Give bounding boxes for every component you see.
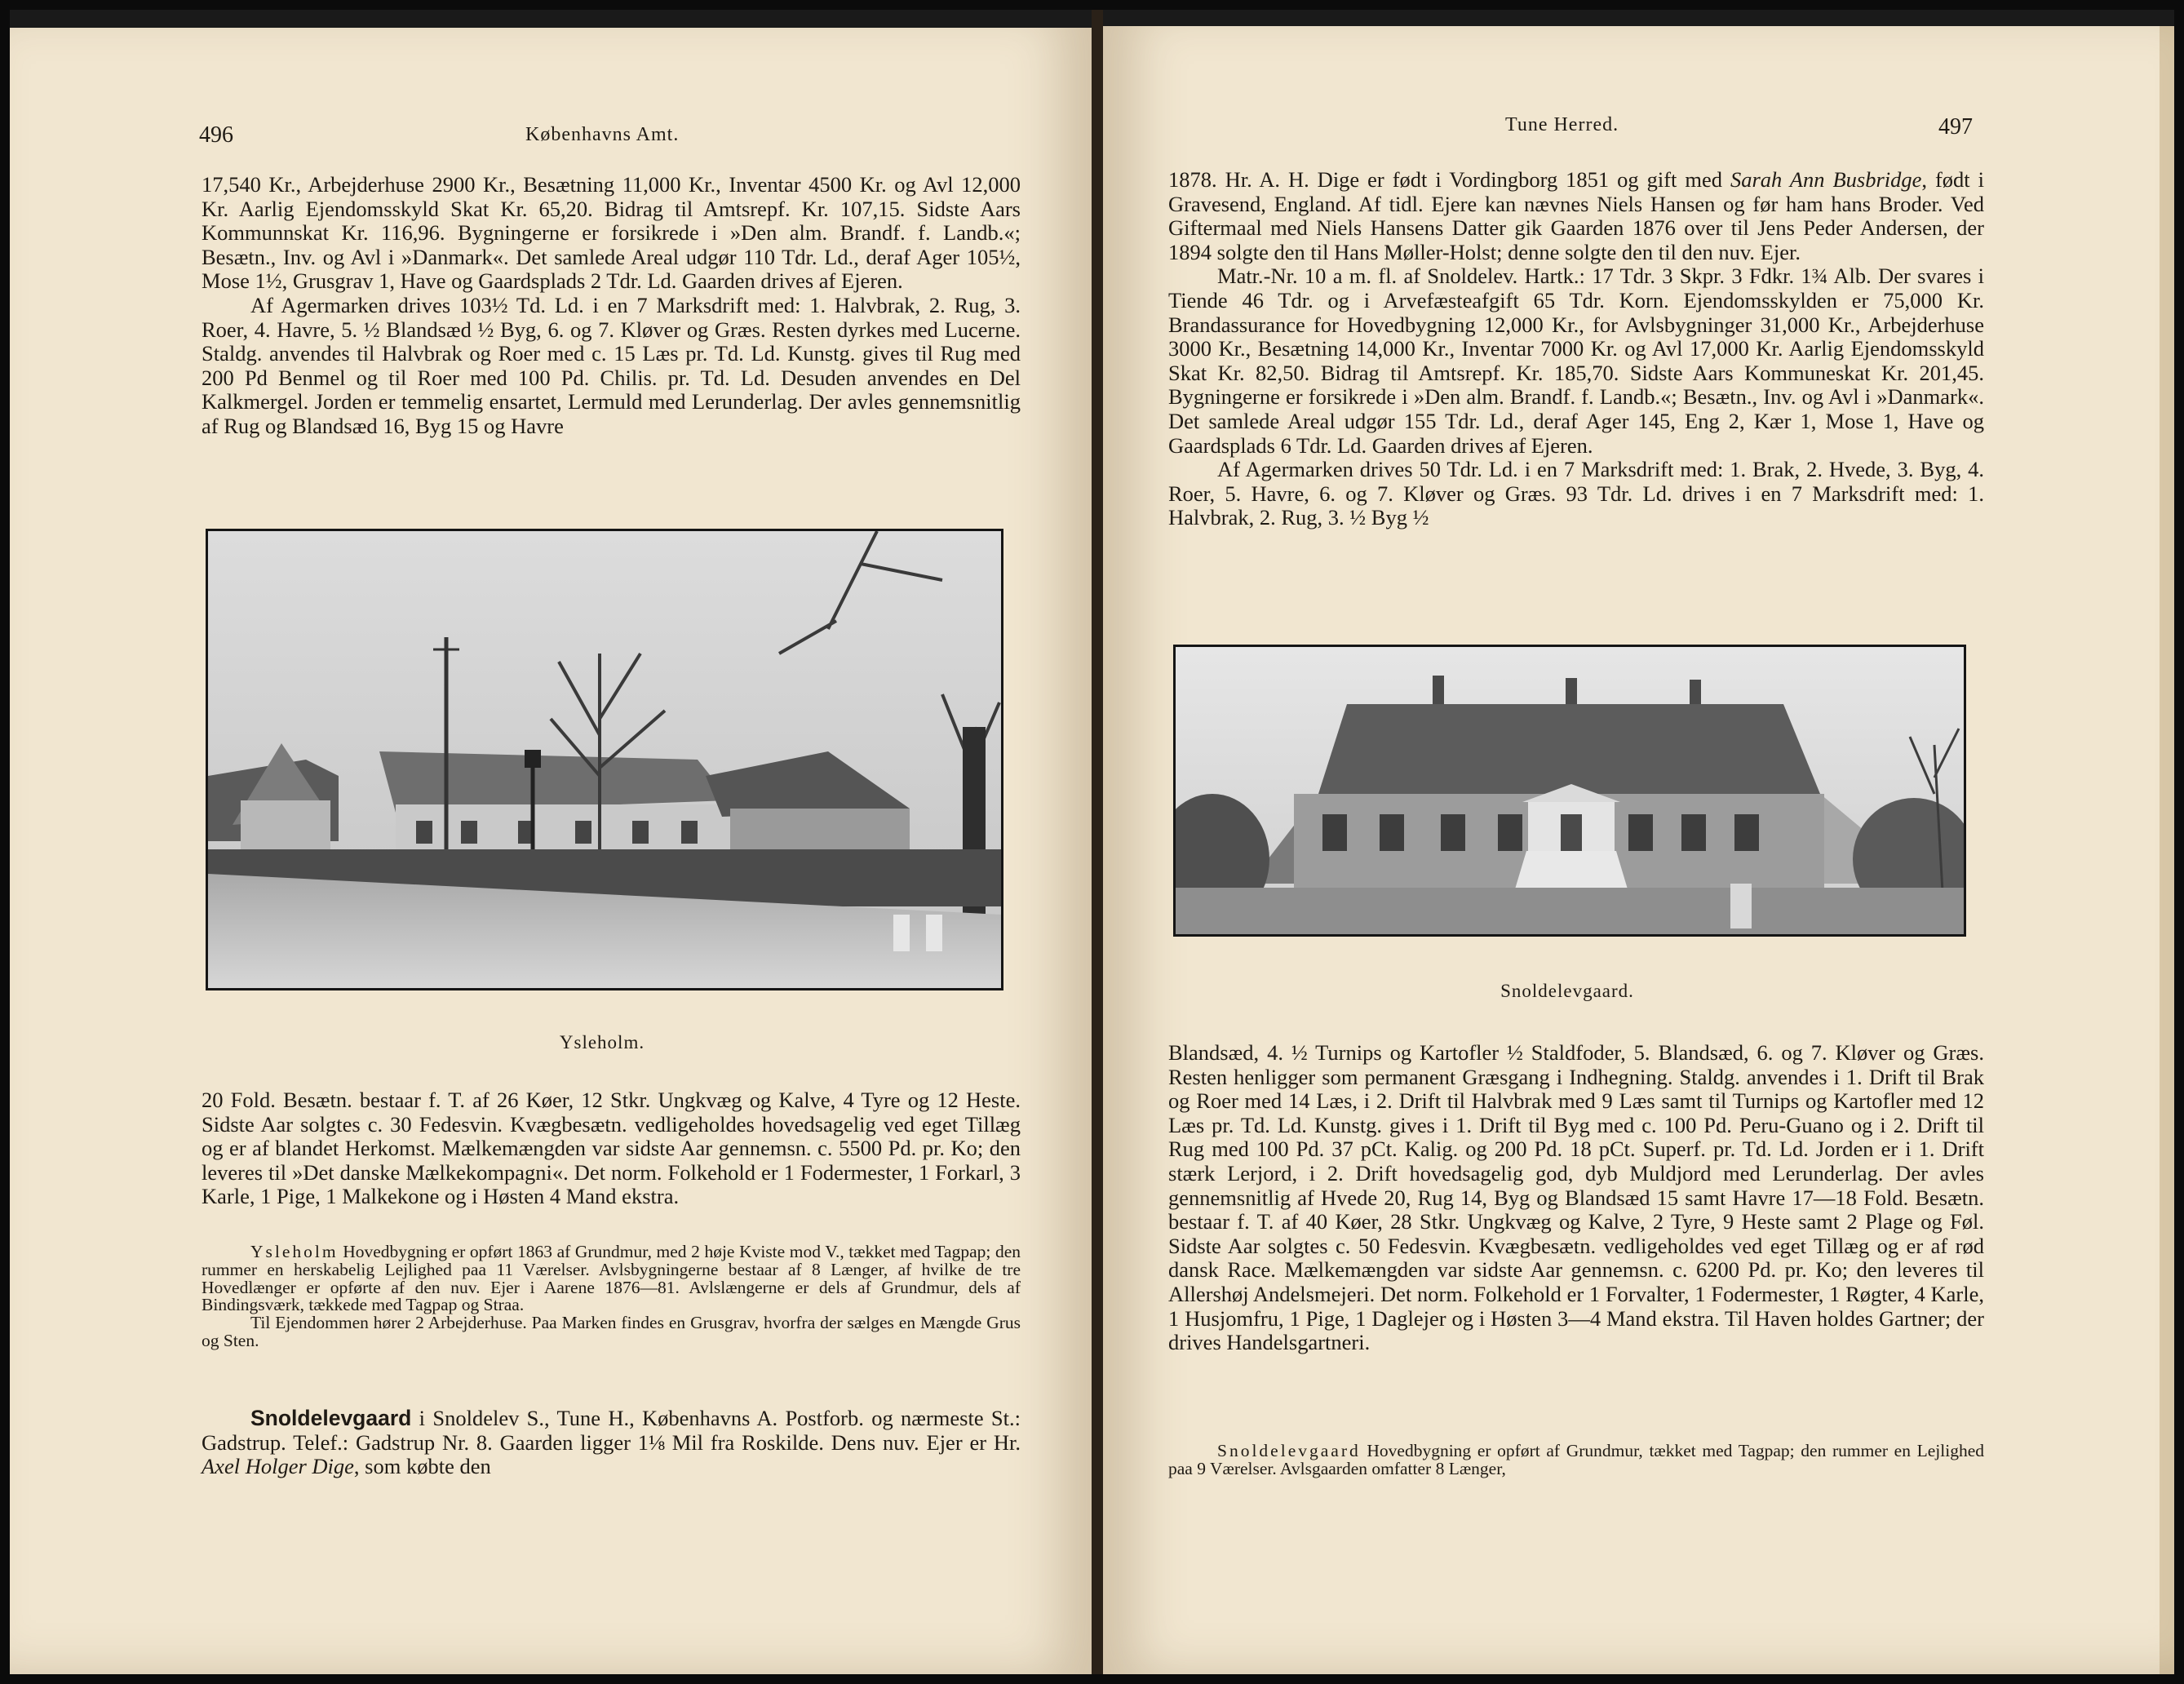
wife-name: Sarah Ann Busbridge	[1730, 167, 1922, 192]
paragraph: 20 Fold. Besætn. bestaar f. T. af 26 Køer, 12 Stkr. Ungkvæg og Kalve, 4 Tyre og 12 Heste. Sidste Aar solgtes c. 30 Fedesvin. Kvægbesætn. vedligeholdes hovedsagelig ved eget Tillæg og er af blandet Herkomst. Mælkemængden var sidste Aar gennemsn. c. 5500 Pd. pr. Ko; den leveres til »Det danske Mælkekompagni«. Det norm. Folkehold er 1 Fodermester, 1 Forkarl, 3 Karle, 1 Pige, 1 Malkekone og i Høsten 4 Mand ekstra.	[202, 1088, 1021, 1209]
running-head-left: Københavns Amt.	[525, 124, 680, 145]
running-head-right: Tune Herred.	[1505, 114, 1619, 135]
paragraph: Matr.-Nr. 10 a m. fl. af Snoldelev. Hartk.: 17 Tdr. 3 Skpr. 3 Fdkr. 1¾ Alb. Der svares i Tiende 46 Tdr. og i Arvefæsteafgift 65 Tdr. Korn. Ejendomsskylden er 75,000 Kr. Brandassurance for Hovedbygning 12,000 Kr., for Avlsbygninger 31,000 Kr., Arbejderhuse 3000 Kr., Besætning 14,000 Kr., Inventar 7000 Kr. og Avl 17,000 Kr. Aarlig Ejendomsskyld Skat Kr. 82,50. Bidrag til Amtsrepf. Kr. 185,70. Sidste Aars Kommuneskat Kr. 201,45. Bygningerne er forsikrede i »Den alm. Brandf. f. Landb.«; Besætn., Inv. og Avl i »Danmark«. Det samlede Areal udgør 155 Tdr. Ld., deraf Ager 145, Eng 2, Kær 1, Mose 1, Have og Gaardsplads 6 Tdr. Ld. Gaarden drives af Ejeren.	[1168, 264, 1984, 458]
paragraph: , født i Gravesend, England. Af tidl. Ejere kan nævnes Niels Hansen og før ham hans Broder. Ved Giftermaal med Niels Hansens Datter gik Gaarden 1876 over til Jens Peder Andersen, der 1894 solgte den til Hans Møller-Holst; denne solgte den til den nuv. Ejer.	[1168, 167, 1984, 264]
page-number-right: 497	[1938, 114, 1973, 140]
entry-text: i Snoldelev S., Tune H., Københavns A. Postforb. og nærmeste St.: Gadstrup. Telef.: Gadstrup Nr. 8. Gaarden ligger 1⅛ Mil fra Roskilde. Dens nuv. Ejer er Hr.	[202, 1406, 1021, 1455]
paragraph: Af Agermarken drives 103½ Td. Ld. i en 7 Marksdrift med: 1. Halvbrak, 2. Rug, 3. Roer, 4. Havre, 5. ½ Blandsæd ½ Byg, 6. og 7. Kløver og Græs. Resten dyrkes med Lucerne. Staldg. anvendes til Halvbrak og Roer med c. 15 Læs pr. Td. Ld. Kunstg. gives til Rug med 200 Pd Benmel og til Roer med 100 Pd. Chilis. pr. Td. Ld. Desuden anvendes en Del Kalkmergel. Jorden er temmelig ensartet, Lermuld med Lerunderlag. Der avles gennemsnitlig af Rug og Blandsæd 16, Byg 15 og Havre	[202, 292, 1021, 438]
left-page	[10, 10, 1092, 1674]
paragraph: Blandsæd, 4. ½ Turnips og Kartofler ½ Staldfoder, 5. Blandsæd, 6. og 7. Kløver og Græs. Resten henligger som permanent Græsgang i Indhegning. Staldg. anvendes i 1. Drift til Brak og Roer med 14 Læs, i 2. Drift til Halvbrak med 9 Læs samt til Turnips og Kartofler med 12 Læs pr. Td. Ld. Kunstg. gives i 1. Drift til Byg med c. 100 Pd. Peru-Guano og i 2. Drift til Rug med 100 Pd. 37 pCt. Kalig. og 200 Pd. 18 pCt. Superf. pr. Td. Ld. Jorden er i 1. Drift stærk Lerjord, i 2. Drift hovedsagelig god, dyb Muldjord med Lerunderlag. Der avles gennemsnitlig af Hvede 20, Rug 14, Byg og Blandsæd 15 samt Havre 17—18 Fold. Besætn. bestaar f. T. af 40 Køer, 28 Stkr. Ungkvæg og Kalve, 2 Tyre, 9 Heste samt 2 Plage og Føl. Sidste Aar solgtes c. 50 Fedesvin. Kvægbesætn. vedligeholdes ved eget Tillæg og er af rød dansk Race. Mælkemængden var sidste Aar gennemsn. c. 6200 Pd. pr. Ko; den leveres til Allershøj Andelsmejeri. Det norm. Folkehold er 1 Forvalter, 1 Fodermester, 1 Røgter, 4 Karle, 1 Husjomfru, 1 Pige, 1 Daglejer og i Høsten 3—4 Mand ekstra. Til Haven holdes Gartner; der drives Handelsgartneri.	[1168, 1040, 1984, 1355]
scan-edge-top	[10, 10, 1092, 28]
photo-snoldelevgaard	[1173, 645, 1966, 937]
book-gutter	[1092, 10, 1103, 1674]
owner-name: Axel Holger Dige	[202, 1454, 354, 1479]
estate-name-spaced: Ysleholm	[250, 1242, 339, 1261]
small-print-left	[202, 1243, 1021, 1350]
photo-caption-snoldelevgaard: Snoldelevgaard.	[1500, 981, 1634, 1001]
text-block-top-right	[1168, 168, 1984, 530]
paragraph: Af Agermarken drives 50 Tdr. Ld. i en 7 Marksdrift med: 1. Brak, 2. Hvede, 3. Byg, 4. Roer, 5. Havre, 6. og 7. Kløver og Græs. 93 Tdr. Ld. drives i en 7 Marksdrift med: 1. Halvbrak, 2. Rug, 3. ½ Byg ½	[1168, 457, 1984, 530]
photo-snoldelevgaard-image	[1176, 647, 1964, 934]
scan-edge-top	[1103, 10, 2174, 26]
photo-ysleholm	[206, 529, 1003, 990]
paragraph: 17,540 Kr., Arbejderhuse 2900 Kr., Besætning 11,000 Kr., Inventar 4500 Kr. og Avl 12,000 Kr. Aarlig Ejendomsskyld Skat Kr. 65,20. Bidrag til Amtsrepf. Kr. 107,15. Sidste Aars Kommunnskat Kr. 116,96. Bygningerne er forsikrede i »Den alm. Brandf. f. Landb.«; Besætn., Inv. og Avl i »Danmark«. Det samlede Areal udgør 110 Tdr. Ld., deraf Ager 105½, Mose 1½, Grusgrav 1, Have og Gaardsplads 2 Tdr. Ld. Gaarden drives af Ejeren.	[202, 172, 1021, 294]
estate-name-spaced: Snoldelevgaard	[1217, 1441, 1361, 1460]
text-block-top-left	[202, 173, 1021, 439]
small-paragraph: Til Ejendommen hører 2 Arbejderhuse. Paa Marken findes en Grusgrav, hvorfra der sælges en Mængde Grus og Sten.	[202, 1313, 1021, 1350]
text-block-bottom-right	[1168, 1041, 1984, 1355]
entry-title: Snoldelevgaard	[250, 1406, 412, 1430]
entry-snoldelevgaard	[202, 1407, 1021, 1479]
photo-ysleholm-image	[208, 531, 1001, 988]
right-page	[1103, 10, 2174, 1674]
photo-caption-ysleholm: Ysleholm.	[559, 1032, 645, 1052]
small-paragraph: Hovedbygning er opført 1863 af Grundmur, med 2 høje Kviste mod V., tækket med Tagpap; den rummer en herskabelig Lejlighed paa 11 Værelser. Avlsbygningerne bestaar af 8 Længer, af hvilke de tre Hovedlænger er opførte af den nuv. Ejer i Aarene 1876—81. Avlslængerne er dels af Grundmur, dels af Bindingsværk, tækkede med Tagpap og Straa.	[202, 1242, 1021, 1315]
page-number-left: 496	[199, 122, 233, 148]
entry-text: , som købte den	[353, 1454, 491, 1479]
small-paragraph: Hovedbygning er opført af Grundmur, tækket med Tagpap; den rummer en Lejlighed paa 9 Værelser. Avlsgaarden omfatter 8 Længer,	[1168, 1441, 1984, 1478]
text-block-bottom-left	[202, 1088, 1021, 1209]
paragraph: 1878. Hr. A. H. Dige er født i Vordingborg 1851 og gift med	[1168, 167, 1730, 192]
small-print-right	[1168, 1442, 1984, 1478]
